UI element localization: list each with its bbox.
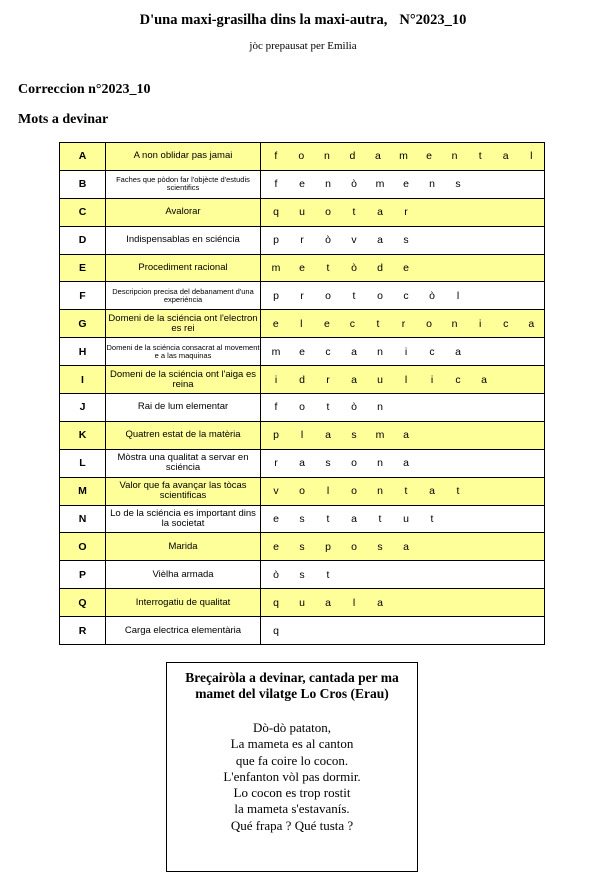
table-row — [60, 338, 545, 366]
row-clue: Faches que pòdon far l'objècte d'estudis scientifics — [106, 170, 261, 198]
row-answer — [261, 254, 545, 282]
row-clue: Avalorar — [106, 198, 261, 226]
answer-letter: u — [377, 373, 383, 386]
answer-letter: e — [299, 262, 305, 274]
answer-letter: s — [299, 513, 305, 526]
row-clue: Descripcion precisa del debanament d'una experiéncia — [106, 282, 261, 310]
table-row — [60, 366, 545, 394]
section-title: Correccion n°2023_10 — [18, 82, 151, 97]
answer-letter: d — [299, 373, 305, 386]
answer-letter: a — [351, 513, 357, 526]
answer-letter: s — [455, 178, 461, 191]
poem-line: L'enfanton vòl pas dormir. — [223, 768, 361, 784]
answer-letter: m — [375, 178, 385, 191]
title-number: N°2023_10 — [399, 12, 467, 28]
answer-letter: n — [377, 345, 383, 358]
answer-letter: r — [300, 289, 304, 302]
answer-letter: e — [403, 262, 409, 274]
answer-letter: q — [273, 624, 279, 637]
answer-letter: i — [274, 373, 278, 386]
answer-letter: l — [404, 373, 408, 386]
answer-letter: f — [274, 401, 278, 414]
words-heading: Mots a devinar — [18, 112, 109, 127]
answer-letter: r — [401, 317, 406, 330]
row-letter: P — [60, 561, 106, 589]
table-row — [60, 394, 545, 422]
answer-letter: p — [273, 289, 279, 302]
table-row — [60, 561, 545, 589]
row-answer — [261, 226, 545, 254]
table-row — [60, 533, 545, 561]
answer-letter: t — [352, 206, 356, 219]
answer-letter: c — [429, 345, 435, 358]
row-clue: Quatren estat de la matèria — [106, 421, 261, 449]
answer-letter: q — [273, 596, 279, 609]
answer-letter: a — [299, 457, 305, 470]
answer-letter: a — [351, 373, 357, 386]
answer-letter: t — [352, 289, 356, 302]
row-letter: J — [60, 394, 106, 422]
answer-letter: p — [273, 234, 279, 247]
answer-letter: a — [429, 485, 435, 498]
answer-letter: e — [426, 150, 432, 163]
answer-letter: o — [325, 289, 331, 302]
row-answer — [261, 282, 545, 310]
answer-letter: ò — [325, 234, 331, 247]
answer-letter: m — [271, 345, 281, 358]
answer-letter: s — [351, 429, 357, 442]
answer-letter: s — [299, 568, 305, 581]
row-answer — [261, 449, 545, 477]
row-clue: Carga electrica elementària — [106, 617, 261, 645]
row-clue: Vièlha armada — [106, 561, 261, 589]
row-letter: D — [60, 226, 106, 254]
answer-letter: d — [377, 262, 383, 274]
table-row — [60, 170, 545, 198]
table-row — [60, 477, 545, 505]
answer-letter: p — [273, 429, 279, 442]
answer-letter: t — [326, 262, 330, 274]
row-letter: K — [60, 421, 106, 449]
page-title — [0, 12, 606, 29]
row-clue: Indispensablas en sciéncia — [106, 226, 261, 254]
answer-letter: r — [274, 457, 278, 470]
row-clue: Domeni de la sciéncia consacrat al movement e a las maquinas — [106, 338, 261, 366]
answer-letter: o — [426, 317, 432, 330]
row-answer — [261, 561, 545, 589]
answer-letter: p — [325, 540, 331, 553]
answer-letter: a — [375, 150, 381, 163]
answer-letter: a — [528, 317, 535, 330]
row-letter: C — [60, 198, 106, 226]
answer-letter: c — [349, 317, 356, 330]
answer-letter: q — [273, 206, 279, 219]
table-row — [60, 226, 545, 254]
answer-letter: o — [351, 485, 357, 498]
answer-letter: s — [299, 540, 305, 553]
answer-letter: t — [376, 317, 380, 330]
answer-letter: o — [351, 540, 357, 553]
row-clue: Mòstra una qualitat a servar en sciéncia — [106, 449, 261, 477]
answer-letter: l — [530, 150, 533, 163]
answer-letter: u — [403, 513, 409, 526]
answer-letter: a — [455, 345, 461, 358]
row-clue: Procediment racional — [106, 254, 261, 282]
table-row — [60, 282, 545, 310]
answer-letter: a — [325, 429, 331, 442]
answer-letter: i — [478, 317, 482, 330]
table-row — [60, 310, 545, 338]
answer-letter: d — [349, 150, 356, 163]
row-clue: A non oblidar pas jamai — [106, 143, 261, 171]
row-letter: G — [60, 310, 106, 338]
answer-letter: f — [274, 178, 278, 191]
page-subtitle: jòc prepausat per Emilia — [249, 40, 357, 52]
answer-letter: c — [455, 373, 461, 386]
row-letter: L — [60, 449, 106, 477]
answer-letter: o — [299, 485, 305, 498]
row-letter: M — [60, 477, 106, 505]
answer-letter: f — [274, 150, 278, 163]
answer-letter: m — [399, 150, 408, 163]
row-clue: Domeni de la sciéncia ont l'electron es rei — [106, 310, 261, 338]
answer-letter: a — [502, 150, 509, 163]
answer-letter: ò — [351, 262, 357, 274]
row-letter: R — [60, 617, 106, 645]
answer-letter: v — [273, 485, 279, 498]
answer-letter: l — [352, 596, 356, 609]
row-answer — [261, 366, 545, 394]
answer-letter: a — [377, 596, 383, 609]
table-row — [60, 421, 545, 449]
row-letter: N — [60, 505, 106, 533]
poem-line: la mameta s'estavanís. — [234, 801, 350, 817]
answer-letter: a — [377, 206, 383, 219]
answer-letter: n — [377, 401, 383, 414]
answer-letter: m — [375, 429, 385, 442]
answer-letter: n — [325, 178, 331, 191]
table-row — [60, 589, 545, 617]
row-answer — [261, 477, 545, 505]
row-answer — [261, 198, 545, 226]
row-clue: Rai de lum elementar — [106, 394, 261, 422]
lullaby-poem — [167, 720, 417, 834]
answer-letter: e — [299, 345, 305, 358]
row-answer — [261, 143, 545, 171]
answer-letter: l — [300, 429, 304, 442]
row-answer — [261, 617, 545, 645]
answer-letter: l — [456, 289, 460, 302]
answer-letter: a — [403, 540, 409, 553]
answer-letter: ò — [351, 401, 357, 414]
row-answer — [261, 533, 545, 561]
table-row — [60, 617, 545, 645]
answer-letter: c — [503, 317, 509, 330]
answer-letter: ò — [429, 289, 435, 302]
answer-letter: a — [325, 596, 331, 609]
lullaby-box — [166, 662, 418, 872]
answer-letter: t — [326, 513, 330, 526]
lullaby-title: Breçairòla a devinar, cantada per ma mamet del vilatge Lo Cros (Erau) — [185, 670, 399, 701]
answer-letter: t — [326, 568, 330, 581]
poem-line: La mameta es al canton — [230, 736, 354, 752]
answer-letter: a — [403, 457, 409, 470]
answer-letter: n — [323, 150, 330, 163]
answer-letter: n — [451, 150, 458, 163]
row-letter: F — [60, 282, 106, 310]
row-clue: Lo de la sciéncia es important dins la societat — [106, 505, 261, 533]
answer-letter: o — [299, 401, 305, 414]
row-letter: H — [60, 338, 106, 366]
answer-letter: i — [404, 345, 408, 358]
answer-letter: c — [325, 345, 331, 358]
row-letter: O — [60, 533, 106, 561]
answer-letter: v — [351, 234, 357, 247]
table-row — [60, 198, 545, 226]
table-row — [60, 449, 545, 477]
answer-letter: e — [272, 317, 279, 330]
answer-letter: t — [404, 485, 408, 498]
answer-letter: n — [377, 485, 383, 498]
row-answer — [261, 505, 545, 533]
answer-letter: t — [378, 513, 382, 526]
table-row — [60, 143, 545, 171]
row-letter: E — [60, 254, 106, 282]
crossword-table — [59, 142, 545, 645]
row-letter: A — [60, 143, 106, 171]
row-letter: B — [60, 170, 106, 198]
answer-letter: s — [325, 457, 331, 470]
answer-letter: u — [299, 206, 305, 219]
answer-letter: a — [403, 429, 409, 442]
answer-letter: ò — [273, 568, 279, 581]
row-clue: Marida — [106, 533, 261, 561]
row-answer — [261, 338, 545, 366]
poem-line: Dò-dò pataton, — [253, 720, 331, 735]
answer-letter: n — [429, 178, 435, 191]
answer-letter: e — [273, 513, 279, 526]
answer-letter: u — [299, 596, 305, 609]
answer-letter: l — [326, 485, 330, 498]
row-letter: Q — [60, 589, 106, 617]
answer-letter: o — [298, 150, 305, 163]
answer-letter: i — [430, 373, 434, 386]
poem-line: Lo cocon es trop rostit — [233, 785, 351, 801]
answer-letter: e — [323, 317, 330, 330]
answer-letter: t — [456, 485, 460, 498]
answer-letter: a — [481, 373, 487, 386]
row-answer — [261, 394, 545, 422]
answer-letter: o — [377, 289, 383, 302]
answer-letter: t — [430, 513, 434, 526]
row-clue: Interrogatiu de qualitat — [106, 589, 261, 617]
answer-letter: o — [325, 206, 331, 219]
row-answer — [261, 589, 545, 617]
answer-letter: s — [377, 540, 383, 553]
answer-letter: ò — [351, 178, 357, 191]
answer-letter: n — [377, 457, 383, 470]
answer-letter: r — [404, 206, 408, 219]
answer-letter: e — [403, 178, 409, 191]
answer-letter: l — [300, 317, 303, 330]
title-text: D'una maxi-grasilha dins la maxi-autra, — [139, 12, 388, 28]
answer-letter: e — [273, 540, 279, 553]
answer-letter: s — [403, 234, 409, 247]
row-clue: Domeni de la sciéncia ont l'aiga es reina — [106, 366, 261, 394]
poem-line: Qué frapa ? Qué tusta ? — [230, 817, 354, 833]
answer-letter: a — [351, 345, 357, 358]
answer-letter: n — [451, 317, 458, 330]
row-answer — [261, 310, 545, 338]
answer-letter: t — [326, 401, 330, 414]
table-row — [60, 505, 545, 533]
answer-letter: e — [299, 178, 305, 191]
row-answer — [261, 170, 545, 198]
poem-line: que fa coire lo cocon. — [235, 752, 349, 768]
answer-letter: m — [271, 262, 281, 274]
answer-letter: r — [326, 373, 330, 386]
row-letter: I — [60, 366, 106, 394]
answer-letter: o — [351, 457, 357, 470]
answer-letter: r — [300, 234, 304, 247]
row-answer — [261, 421, 545, 449]
table-row — [60, 254, 545, 282]
answer-letter: c — [403, 289, 409, 302]
answer-letter: a — [377, 234, 383, 247]
row-clue: Valor que fa avançar las tòcas scientificas — [106, 477, 261, 505]
answer-letter: t — [478, 150, 482, 163]
